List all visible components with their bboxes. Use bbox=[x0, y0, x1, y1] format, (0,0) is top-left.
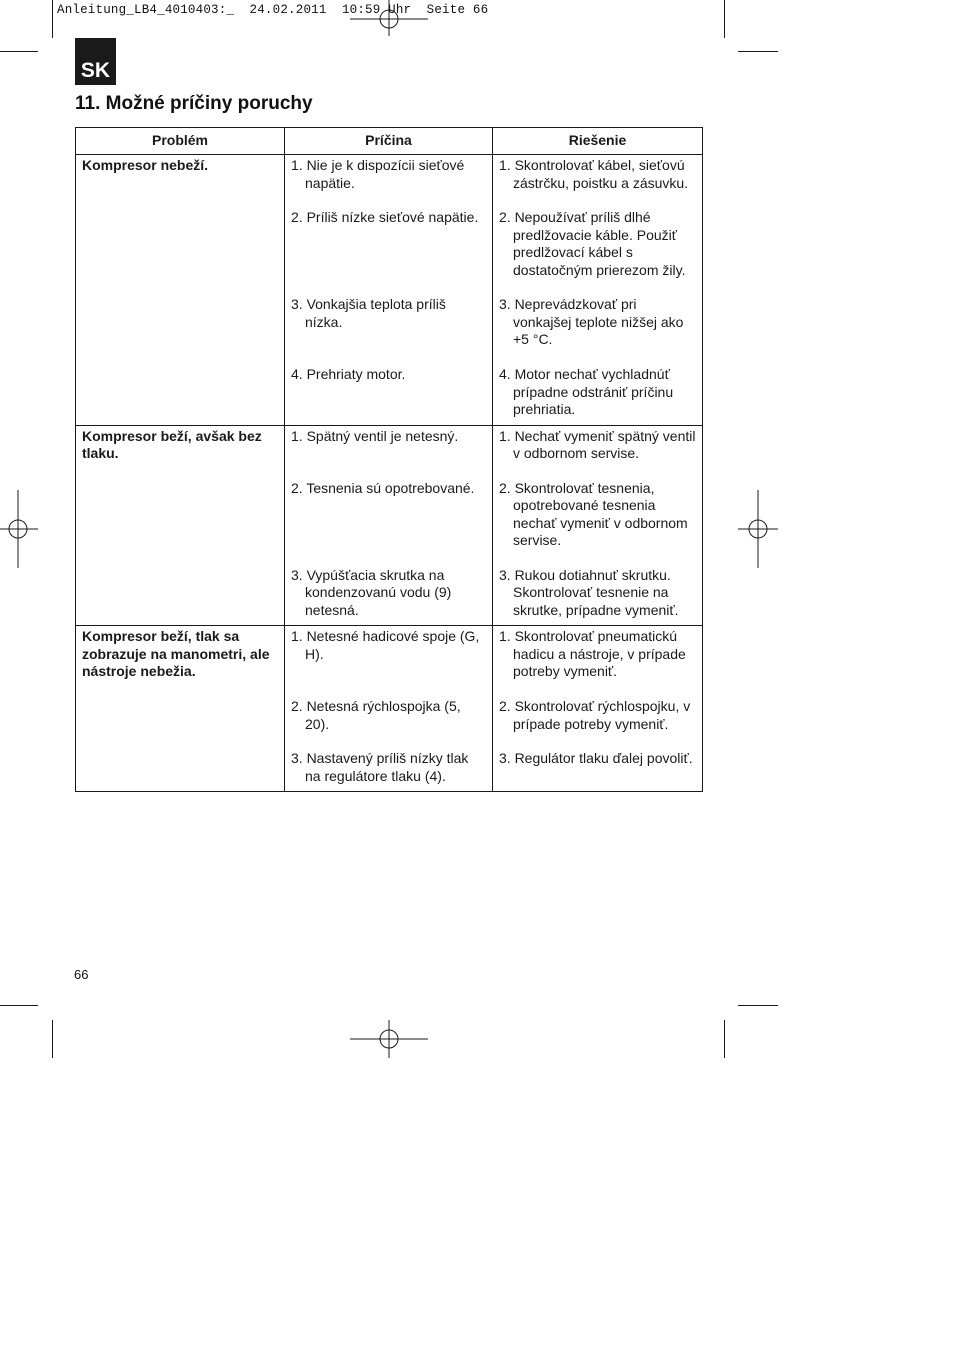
cause-item: 1. Spätný ventil je netesný. bbox=[291, 427, 459, 444]
cause-cell bbox=[285, 626, 493, 792]
crop-mark bbox=[738, 1005, 778, 1006]
crop-mark bbox=[724, 0, 725, 38]
cause-cell bbox=[285, 155, 493, 426]
column-header-solution: Riešenie bbox=[493, 128, 703, 155]
registration-mark-icon bbox=[0, 490, 38, 568]
solution-item: 2. Skontrolovať rýchlospojku, v prípade potreby vymeniť. bbox=[499, 698, 691, 732]
solution-cell bbox=[493, 425, 703, 626]
solution-item: 2. Nepoužívať príliš dlhé predlžovacie káble. Použiť predlžovací kábel s dostatočným prierezom žily. bbox=[499, 209, 686, 278]
solution-item: 2. Skontrolovať tesnenia, opotrebované tesnenia nechať vymeniť v odbornom servise. bbox=[499, 479, 688, 548]
cause-cell bbox=[285, 425, 493, 626]
registration-mark-icon bbox=[350, 0, 428, 36]
solution-item: 1. Nechať vymeniť spätný ventil v odbornom servise. bbox=[499, 427, 696, 461]
problem-cell: Kompresor beží, avšak bez tlaku. bbox=[76, 425, 285, 626]
solution-cell bbox=[493, 155, 703, 426]
crop-mark bbox=[52, 1020, 53, 1058]
page-number: 66 bbox=[74, 967, 89, 982]
crop-mark bbox=[0, 51, 38, 52]
cause-item: 2. Tesnenia sú opotrebované. bbox=[291, 479, 475, 496]
solution-item: 3. Regulátor tlaku ďalej povoliť. bbox=[499, 750, 693, 766]
solution-item: 3. Neprevádzkovať pri vonkajšej teplote nižšej ako +5 °C. bbox=[499, 296, 684, 347]
registration-mark-icon bbox=[350, 1020, 428, 1058]
cause-item: 3. Vypúšťacia skrutka na kondenzovanú vodu (9) netesná. bbox=[291, 566, 452, 618]
column-header-cause: Príčina bbox=[285, 128, 493, 155]
crop-mark bbox=[724, 1020, 725, 1058]
solution-item: 1. Skontrolovať pneumatickú hadicu a nástroje, v prípade potreby vymeniť. bbox=[499, 628, 686, 679]
problem-cell: Kompresor beží, tlak sa zobrazuje na manometri, ale nástroje nebežia. bbox=[76, 626, 285, 792]
crop-mark bbox=[0, 1005, 38, 1006]
table-header-row bbox=[76, 128, 703, 155]
table-row bbox=[76, 425, 703, 626]
solution-item: 1. Skontrolovať kábel, sieťovú zástrčku, poistku a zásuvku. bbox=[499, 157, 689, 191]
language-badge: SK bbox=[75, 38, 116, 85]
cause-item: 3. Nastavený príliš nízky tlak na regulátore tlaku (4). bbox=[291, 750, 469, 784]
crop-mark bbox=[52, 0, 53, 38]
troubleshooting-table bbox=[75, 127, 703, 792]
registration-mark-icon bbox=[738, 490, 778, 568]
cause-item: 3. Vonkajšia teplota príliš nízka. bbox=[291, 296, 446, 330]
solution-item: 4. Motor nechať vychladnúť prípadne odstrániť príčinu prehriatia. bbox=[499, 366, 674, 417]
cause-item: 4. Prehriaty motor. bbox=[291, 366, 406, 382]
cause-item: 2. Netesná rýchlospojka (5, 20). bbox=[291, 698, 461, 732]
print-header: Anleitung_LB4_4010403:_ 24.02.2011 10:59 Uhr Seite 66 bbox=[57, 3, 489, 17]
cause-item: 1. Netesné hadicové spoje (G, H). bbox=[291, 628, 480, 662]
column-header-problem: Problém bbox=[76, 128, 285, 155]
crop-mark bbox=[738, 51, 778, 52]
table-row bbox=[76, 155, 703, 426]
cause-item: 1. Nie je k dispozícii sieťové napätie. bbox=[291, 157, 465, 191]
problem-cell: Kompresor nebeží. bbox=[76, 155, 285, 426]
solution-cell bbox=[493, 626, 703, 792]
table-row bbox=[76, 626, 703, 792]
cause-item: 2. Príliš nízke sieťové napätie. bbox=[291, 209, 479, 225]
solution-item: 3. Rukou dotiahnuť skrutku. Skontrolovať tesnenie na skrutke, prípadne vymeniť. bbox=[499, 566, 679, 618]
section-title: 11. Možné príčiny poruchy bbox=[75, 93, 313, 114]
